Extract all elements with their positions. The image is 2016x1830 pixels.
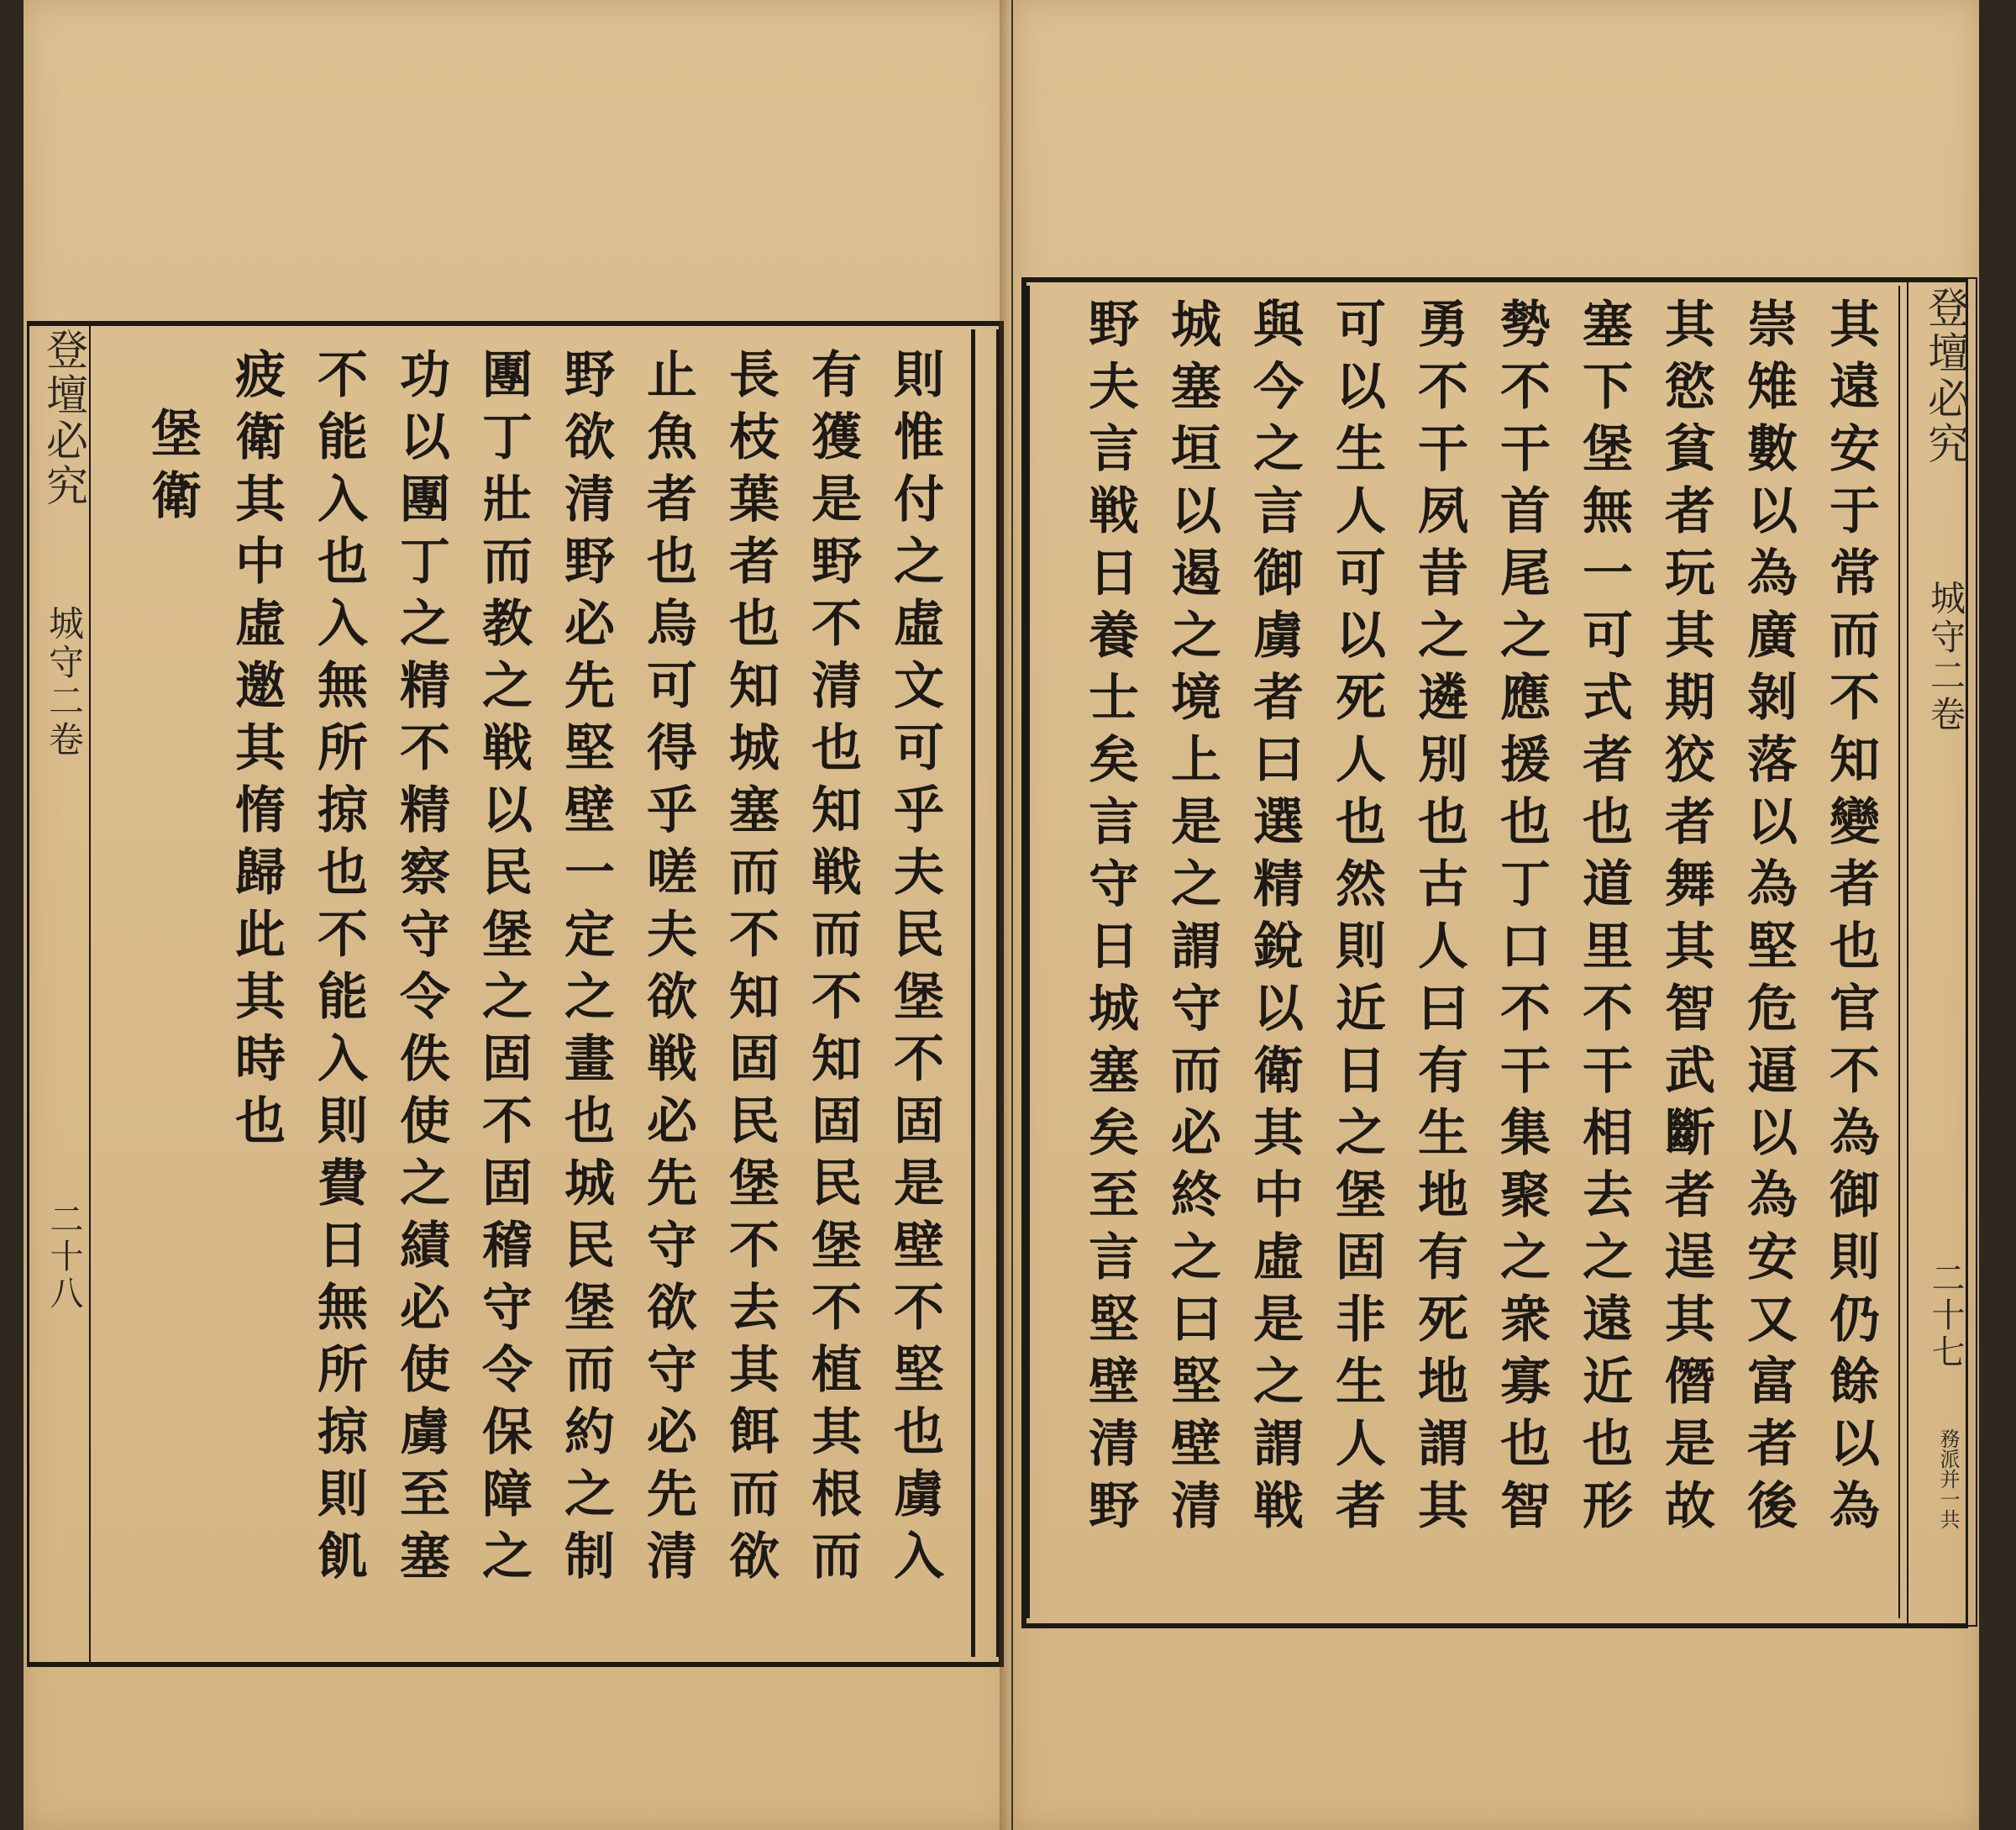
right-column-4: 塞 下 堡 無 一 可 式 者 也 道 里 不 干 相 去 之 遠 近 也 形 bbox=[1583, 296, 1633, 1536]
left-banxin-title: 登壇必究 bbox=[39, 328, 88, 509]
left-column-5: 野 欲 清 野 必 先 堅 壁 一 定 之 畫 也 城 民 堡 而 約 之 制 bbox=[564, 346, 615, 1586]
left-banxin bbox=[27, 321, 91, 1665]
left-column-7: 功 以 團 丁 之 精 不 精 察 守 令 佚 使 之 績 必 使 虜 至 塞 bbox=[400, 346, 450, 1586]
right-column-1: 其 遠 安 于 常 而 不 知 變 者 也 官 不 為 御 則 仍 餘 以 為 bbox=[1830, 296, 1880, 1536]
book-edge-left bbox=[0, 0, 25, 1830]
right-column-8: 與 今 之 言 御 虜 者 曰 選 精 銳 以 衛 其 中 虛 是 之 謂 戦 bbox=[1253, 296, 1304, 1536]
right-banxin-folio: 二十七 bbox=[1926, 1260, 1965, 1371]
left-column-4: 止 魚 者 也 烏 可 得 乎 嗟 夫 欲 戦 必 先 守 欲 守 必 先 清 bbox=[647, 346, 697, 1586]
right-column-10: 野 夫 言 戦 日 養 士 矣 言 守 日 城 塞 矣 至 言 堅 壁 清 野 bbox=[1089, 296, 1139, 1536]
left-section-heading: 堡 衛 bbox=[151, 405, 202, 526]
right-inner-rule bbox=[1026, 286, 1030, 1618]
left-outer-rule bbox=[996, 329, 999, 1657]
right-column-6: 勇 不 干 夙 昔 之 遴 別 也 古 人 曰 有 生 地 有 死 地 謂 其 bbox=[1418, 296, 1468, 1536]
left-column-9: 疲 衛 其 中 虛 邀 其 惰 歸 此 其 時 也 bbox=[235, 346, 286, 1151]
left-column-1: 則 惟 付 之 虛 文 可 乎 夫 民 堡 不 固 是 壁 不 堅 也 虜 入 bbox=[894, 346, 944, 1586]
right-rule-a bbox=[1898, 286, 1900, 1618]
left-page bbox=[24, 0, 1011, 1830]
right-banxin-title: 登壇必究 bbox=[1921, 286, 1970, 467]
left-column-2: 有 獲 是 野 不 清 也 知 戦 而 不 知 固 民 堡 不 植 其 根 而 bbox=[811, 346, 862, 1586]
right-column-2: 崇 雉 數 以 為 廣 剝 落 以 為 堅 危 逼 以 為 安 又 富 者 後 bbox=[1747, 296, 1798, 1536]
left-banxin-chapter: 城守二卷 bbox=[44, 605, 85, 760]
right-banxin-note: 務派并一共 bbox=[1936, 1428, 1960, 1529]
right-banxin-chapter: 城守二卷 bbox=[1925, 580, 1966, 734]
right-page-frame bbox=[1021, 277, 1968, 1628]
left-column-8: 不 能 入 也 入 無 所 掠 也 不 能 入 則 費 日 無 所 掠 則 飢 bbox=[318, 346, 368, 1586]
right-column-9: 城 塞 垣 以 遏 之 境 上 是 之 謂 守 而 必 終 之 曰 堅 壁 清 bbox=[1171, 296, 1221, 1536]
right-column-3: 其 慾 貧 者 玩 其 期 狡 者 舞 其 智 武 斷 者 逞 其 僭 是 故 bbox=[1665, 296, 1715, 1536]
book-edge-right bbox=[1979, 0, 2016, 1830]
left-column-3: 長 枝 葉 者 也 知 城 塞 而 不 知 固 民 堡 不 去 其 餌 而 欲 bbox=[729, 346, 780, 1586]
left-column-6: 團 丁 壯 而 教 之 戦 以 民 堡 之 固 不 固 稽 守 令 保 障 之 bbox=[482, 346, 533, 1586]
right-column-5: 勢 不 干 首 尾 之 應 援 也 丁 口 不 干 集 聚 之 衆 寡 也 智 bbox=[1500, 296, 1551, 1536]
right-page bbox=[1013, 0, 1979, 1830]
right-banxin bbox=[1907, 277, 1977, 1627]
left-inner-rule bbox=[971, 329, 975, 1657]
left-banxin-folio: 二十八 bbox=[45, 1202, 83, 1312]
right-column-7: 可 以 生 人 可 以 死 人 也 然 則 近 日 之 堡 固 非 生 人 者 bbox=[1336, 296, 1386, 1536]
